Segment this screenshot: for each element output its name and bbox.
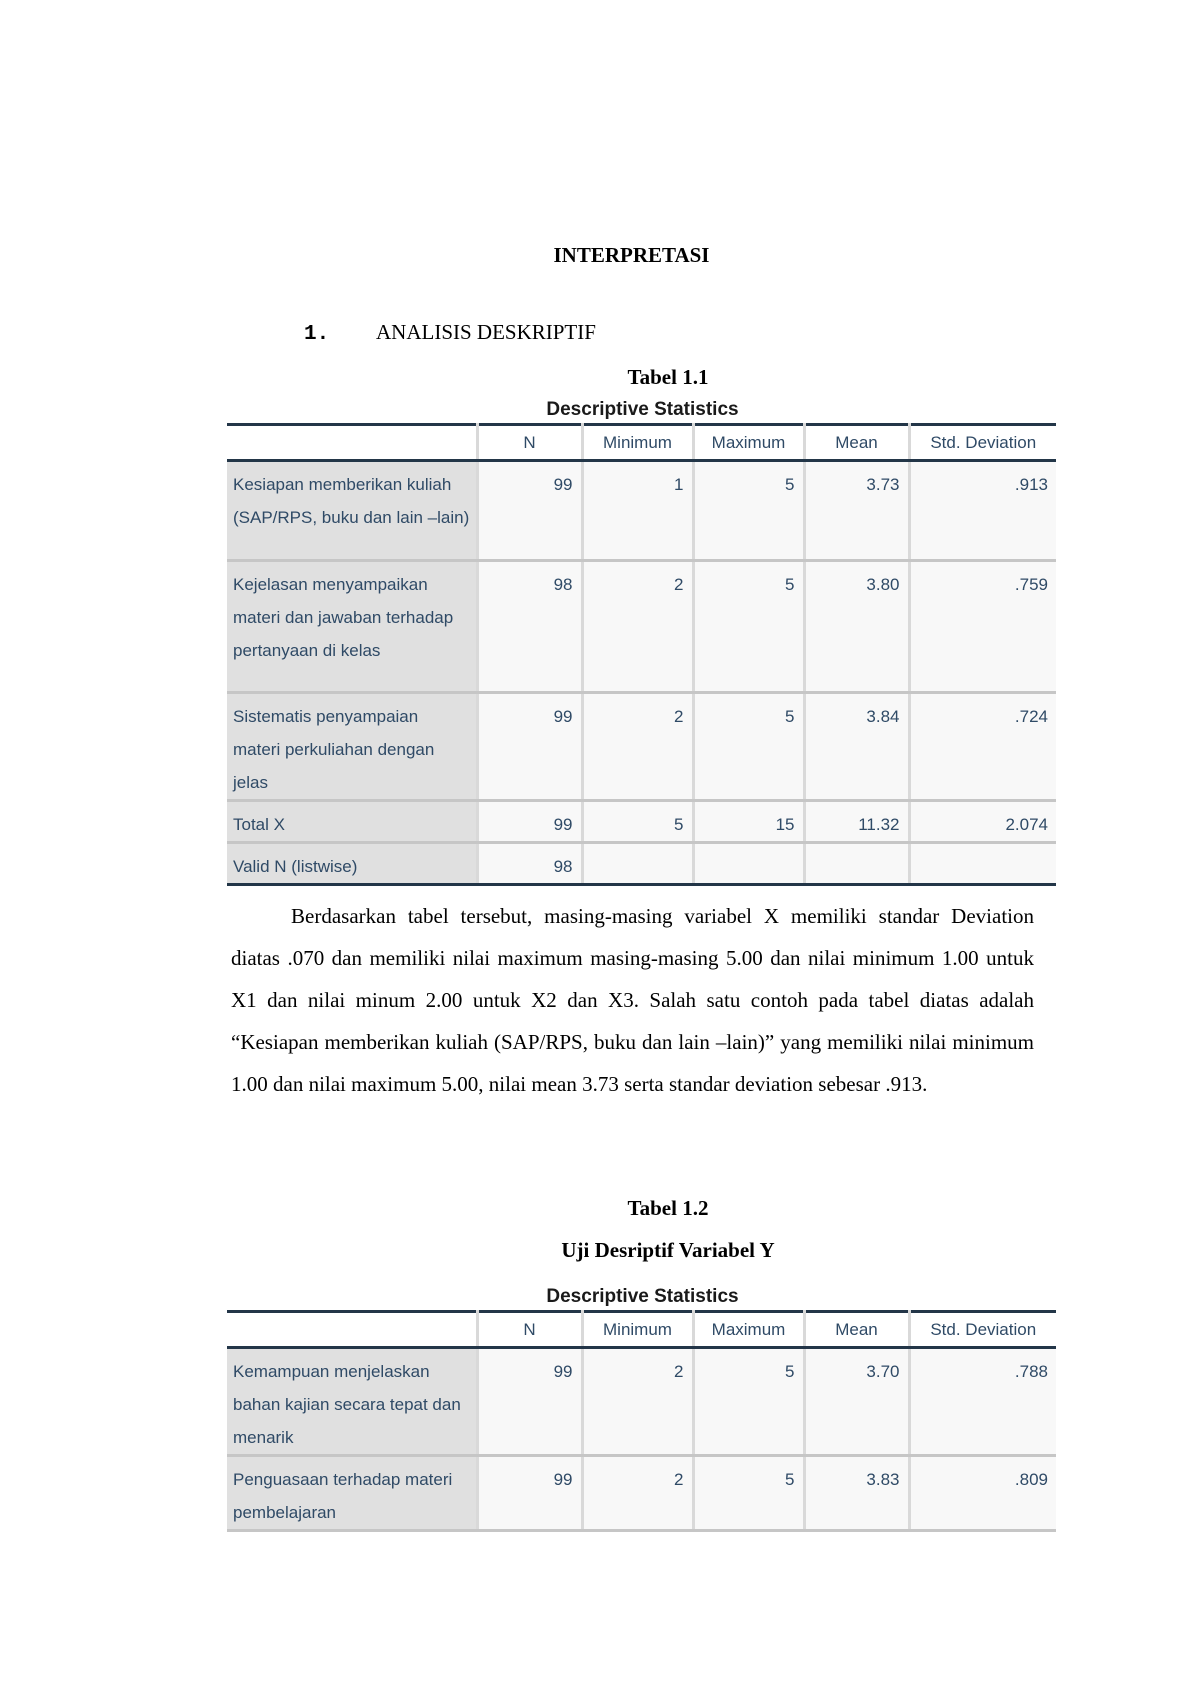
cell-std-deviation: .788	[909, 1348, 1056, 1456]
cell-minimum: 2	[582, 561, 693, 693]
table-row	[227, 843, 1056, 885]
table2-subtitle: Uji Desriptif Variabel Y	[561, 1238, 775, 1262]
table1-header-std-deviation: Std. Deviation	[909, 425, 1056, 461]
cell-maximum: 5	[693, 1456, 804, 1531]
table2-header-row	[227, 1312, 1056, 1348]
table2-header-std-deviation: Std. Deviation	[909, 1312, 1056, 1348]
cell-mean	[804, 843, 909, 885]
cell-std-deviation: .809	[909, 1456, 1056, 1531]
cell-n: 99	[477, 461, 582, 561]
cell-maximum: 5	[693, 693, 804, 801]
cell-minimum: 1	[582, 461, 693, 561]
table2	[227, 1310, 1056, 1532]
cell-std-deviation: .759	[909, 561, 1056, 693]
table1-header-blank	[227, 425, 477, 461]
table-row	[227, 1456, 1056, 1531]
row-label: Kejelasan menyampaikan materi dan jawaban terhadap pertanyaan di kelas	[227, 561, 477, 693]
row-label: Kesiapan memberikan kuliah (SAP/RPS, buku dan lain –lain)	[227, 461, 477, 561]
cell-mean: 3.80	[804, 561, 909, 693]
table-row	[227, 461, 1056, 561]
section-heading	[304, 320, 596, 346]
cell-maximum	[693, 843, 804, 885]
row-label: Kemampuan menjelaskan bahan kajian secara tepat dan menarik	[227, 1348, 477, 1456]
cell-mean: 11.32	[804, 801, 909, 843]
page-title: INTERPRETASI	[553, 243, 710, 267]
cell-std-deviation: .724	[909, 693, 1056, 801]
table2-header-n: N	[477, 1312, 582, 1348]
table-row	[227, 1348, 1056, 1456]
cell-maximum: 5	[693, 1348, 804, 1456]
table2-header-minimum: Minimum	[582, 1312, 693, 1348]
cell-n: 99	[477, 693, 582, 801]
cell-mean: 3.84	[804, 693, 909, 801]
table1-header-row	[227, 425, 1056, 461]
cell-minimum	[582, 843, 693, 885]
cell-mean: 3.73	[804, 461, 909, 561]
table2-header-mean: Mean	[804, 1312, 909, 1348]
table2-caption: Tabel 1.2	[627, 1196, 709, 1220]
cell-n: 98	[477, 843, 582, 885]
table1-header-mean: Mean	[804, 425, 909, 461]
section-number: 1.	[304, 323, 330, 346]
cell-mean: 3.70	[804, 1348, 909, 1456]
row-label: Valid N (listwise)	[227, 843, 477, 885]
cell-std-deviation: 2.074	[909, 801, 1056, 843]
table-row	[227, 561, 1056, 693]
cell-n: 98	[477, 561, 582, 693]
row-label: Penguasaan terhadap materi pembelajaran	[227, 1456, 477, 1531]
table1-title: Descriptive Statistics	[546, 399, 739, 420]
table1-header-minimum: Minimum	[582, 425, 693, 461]
table1-header-maximum: Maximum	[693, 425, 804, 461]
interpretation-paragraph: Berdasarkan tabel tersebut, masing-masing variabel X memiliki standar Deviation diatas .070 dan memiliki nilai maximum masing-masing 5.00 dan nilai minimum 1.00 untuk X1 dan nilai minum 2.00 untuk X2 dan X3. Salah satu contoh pada tabel diatas adalah “Kesiapan memberikan kuliah (SAP/RPS, buku dan lain –lain)” yang memiliki nilai minimum 1.00 dan nilai maximum 5.00, nilai mean 3.73 serta standar deviation sebesar .913.	[231, 904, 1034, 1096]
cell-std-deviation	[909, 843, 1056, 885]
cell-minimum: 2	[582, 1456, 693, 1531]
table-row	[227, 801, 1056, 843]
cell-minimum: 2	[582, 1348, 693, 1456]
table2-title: Descriptive Statistics	[546, 1286, 739, 1307]
cell-std-deviation: .913	[909, 461, 1056, 561]
cell-minimum: 5	[582, 801, 693, 843]
table1	[227, 423, 1056, 886]
section-title: ANALISIS DESKRIPTIF	[376, 320, 596, 344]
table1-caption: Tabel 1.1	[627, 365, 709, 389]
table2-header-maximum: Maximum	[693, 1312, 804, 1348]
row-label: Sistematis penyampaian materi perkuliahan dengan jelas	[227, 693, 477, 801]
cell-n: 99	[477, 1348, 582, 1456]
cell-minimum: 2	[582, 693, 693, 801]
table-row	[227, 693, 1056, 801]
cell-maximum: 15	[693, 801, 804, 843]
cell-maximum: 5	[693, 561, 804, 693]
cell-maximum: 5	[693, 461, 804, 561]
cell-mean: 3.83	[804, 1456, 909, 1531]
table1-header-n: N	[477, 425, 582, 461]
row-label: Total X	[227, 801, 477, 843]
cell-n: 99	[477, 801, 582, 843]
cell-n: 99	[477, 1456, 582, 1531]
table2-header-blank	[227, 1312, 477, 1348]
